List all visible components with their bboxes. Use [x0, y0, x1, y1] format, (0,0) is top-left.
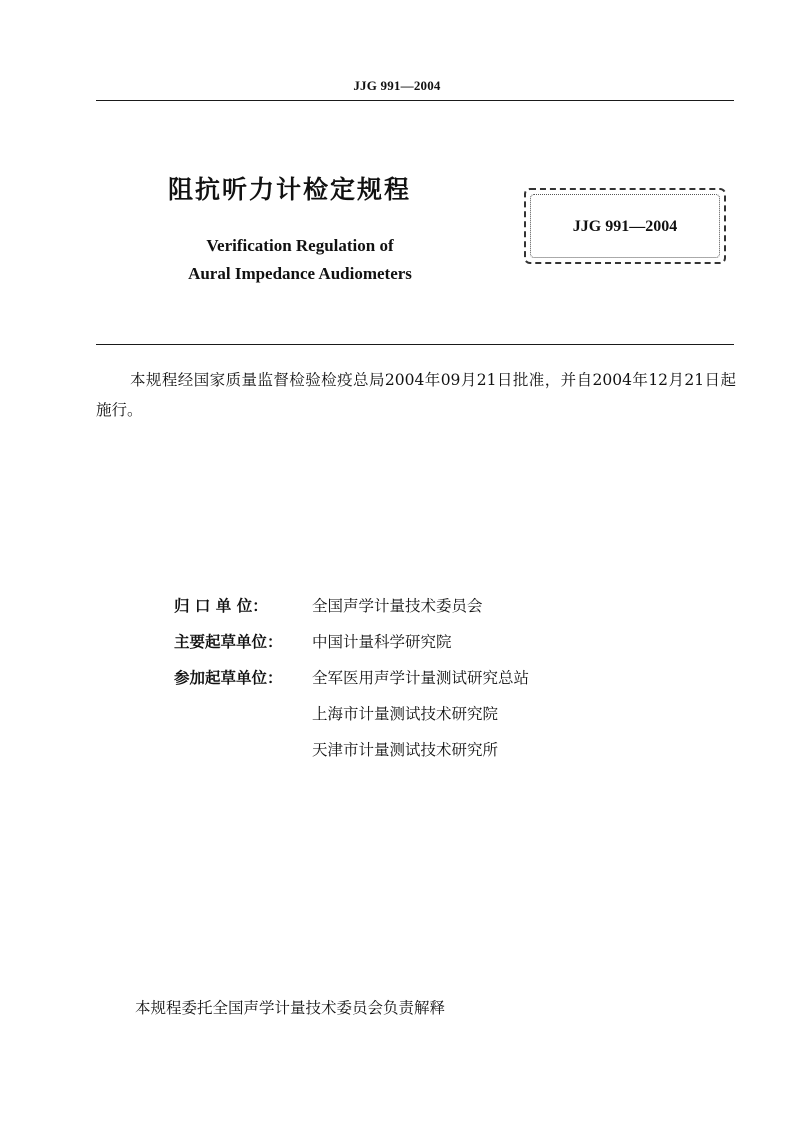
title-english-line-1: Verification Regulation of	[206, 236, 394, 255]
responsible-unit-label: 归 口 单 位：	[174, 597, 268, 615]
approval-statement: 本规程经国家质量监督检验检疫总局2004年09月21日批准，并自2004年12月21日起施行。	[96, 371, 736, 419]
participant-row	[174, 664, 529, 700]
header-standard-code: JJG 991—2004	[353, 78, 441, 93]
interpretation-note: 本规程委托全国声学计量技术委员会负责解释	[135, 999, 446, 1017]
header-rule	[96, 100, 734, 101]
participant-row	[174, 700, 529, 736]
responsible-unit-row	[174, 592, 529, 628]
title-english-line-2: Aural Impedance Audiometers	[188, 264, 412, 283]
participant-unit: 全军医用声学计量测试研究总站	[312, 669, 530, 687]
standard-code-frame	[524, 188, 726, 264]
responsible-unit-value: 全国声学计量技术委员会	[312, 597, 483, 615]
participant-unit: 上海市计量测试技术研究院	[312, 705, 499, 723]
main-drafter-value: 中国计量科学研究院	[312, 633, 452, 651]
document-title-chinese: 阻抗听力计检定规程	[168, 175, 412, 204]
main-drafter-row	[174, 628, 529, 664]
section-rule	[96, 344, 734, 345]
document-title-english	[170, 232, 430, 288]
drafting-units-block	[174, 592, 529, 772]
participant-row	[174, 736, 529, 772]
standard-code-label: JJG 991—2004	[572, 218, 678, 235]
main-drafter-label: 主要起草单位：	[174, 633, 283, 651]
participants-label: 参加起草单位：	[174, 669, 283, 687]
participant-unit: 天津市计量测试技术研究所	[312, 741, 499, 759]
